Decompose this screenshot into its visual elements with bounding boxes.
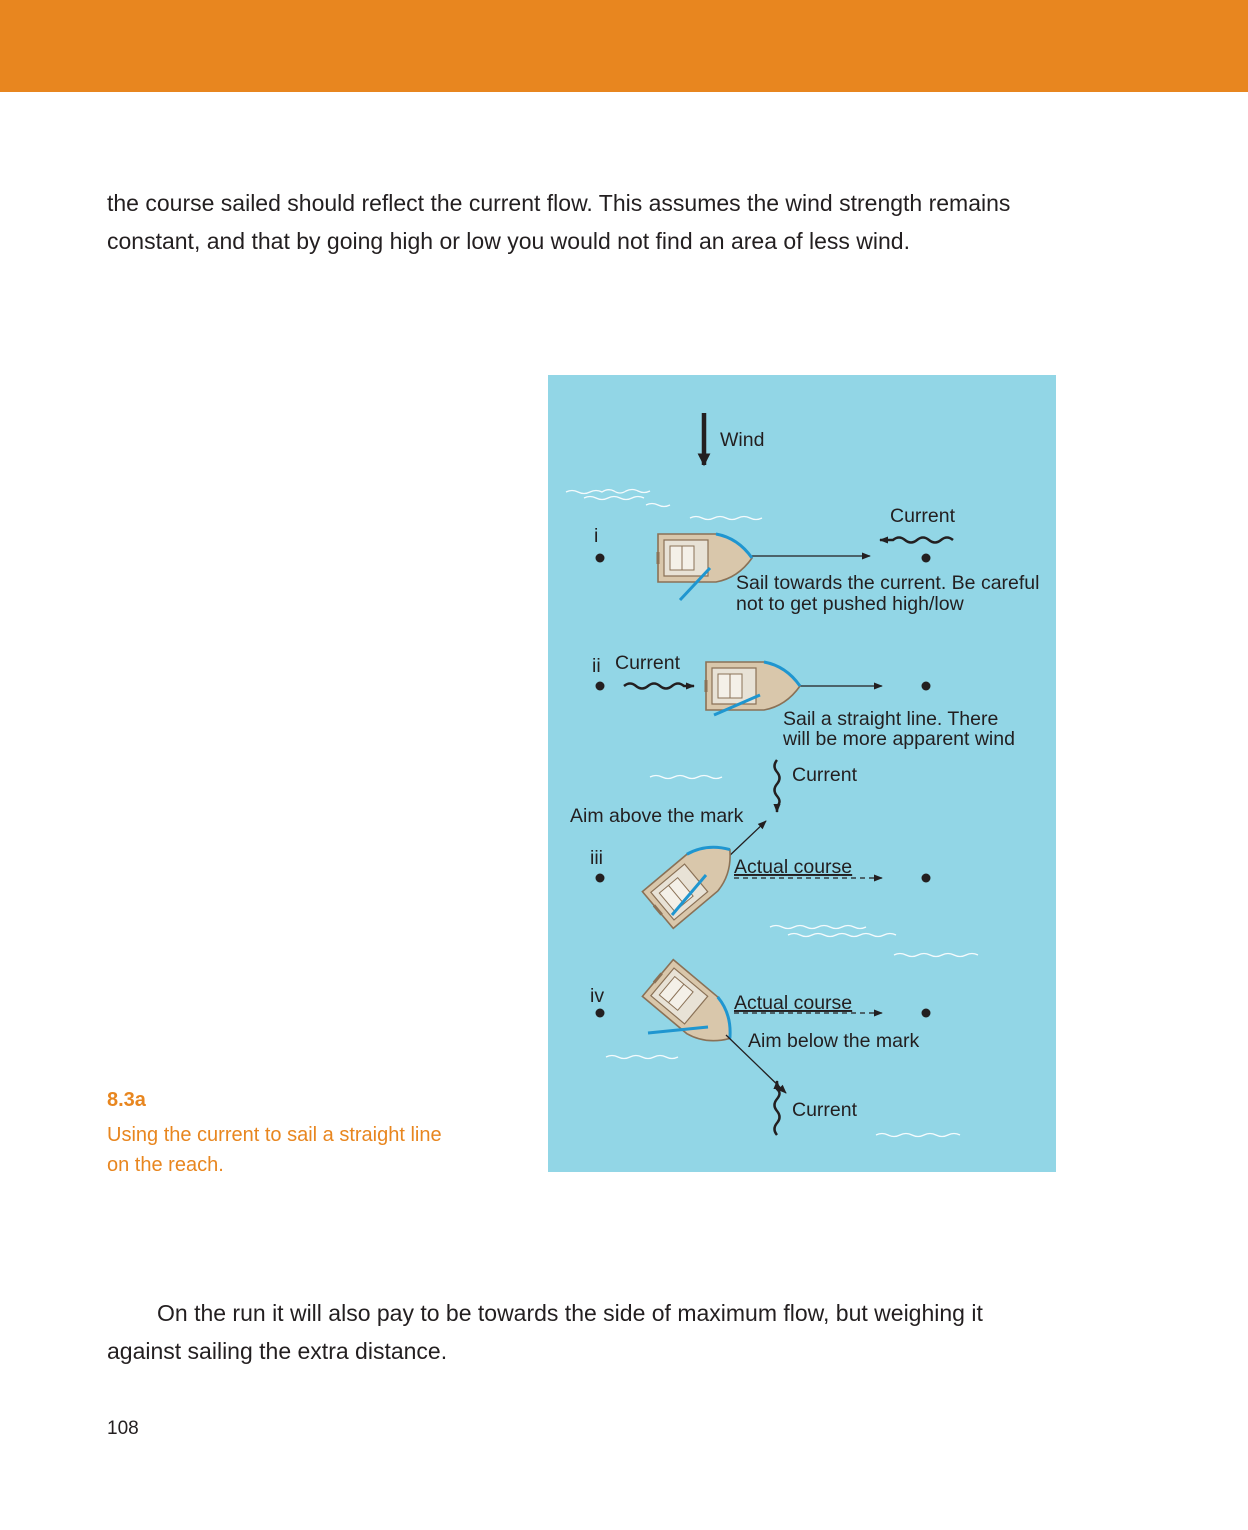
scenario-iv-numeral: iv [590,985,605,1007]
mark-start-ii [596,682,605,691]
mark-start-i [596,554,605,563]
scenario-iv-aim-label: Aim below the mark [748,1030,920,1052]
header-band [0,0,1248,92]
wind-label: Wind [720,429,765,451]
scenario-iii-current-label: Current [792,764,858,786]
mark-start-iv [596,1009,605,1018]
scenario-iv-course-label: Actual course [734,992,853,1014]
scenario-i-text-2: not to get pushed high/low [736,593,964,615]
mark-start-iii [596,874,605,883]
scenario-ii-current-label: Current [615,652,681,674]
scenario-ii-text-1: Sail a straight line. There [783,708,999,730]
mark-end-ii [922,682,931,691]
current-diagram [548,375,1056,1172]
scenario-i-numeral: i [594,525,599,547]
figure-number: 8.3a [107,1089,146,1111]
body-paragraph-bottom: On the run it will also pay to be towards the side of maximum flow, but weighing it against sailing the extra distance. [107,1300,983,1364]
mark-end-i [922,554,931,563]
scenario-i-text-1: Sail towards the current. Be careful [736,572,1040,594]
scenario-iii-aim-label: Aim above the mark [570,805,744,827]
scenario-i-current-label: Current [890,505,956,527]
scenario-iii-numeral: iii [590,847,603,869]
mark-end-iii [922,874,931,883]
figure-caption: Using the current to sail a straight line on the reach. [107,1124,442,1176]
scenario-ii-numeral: ii [592,655,601,677]
page-number: 108 [107,1418,139,1439]
scenario-iv-current-label: Current [792,1099,858,1121]
scenario-ii-text-2: will be more apparent wind [783,728,1015,750]
body-paragraph-top: the course sailed should reflect the current flow. This assumes the wind strength remains constant, and that by going high or low you would not find an area of less wind. [107,190,1011,254]
scenario-iii-course-label: Actual course [734,856,853,878]
mark-end-iv [922,1009,931,1018]
